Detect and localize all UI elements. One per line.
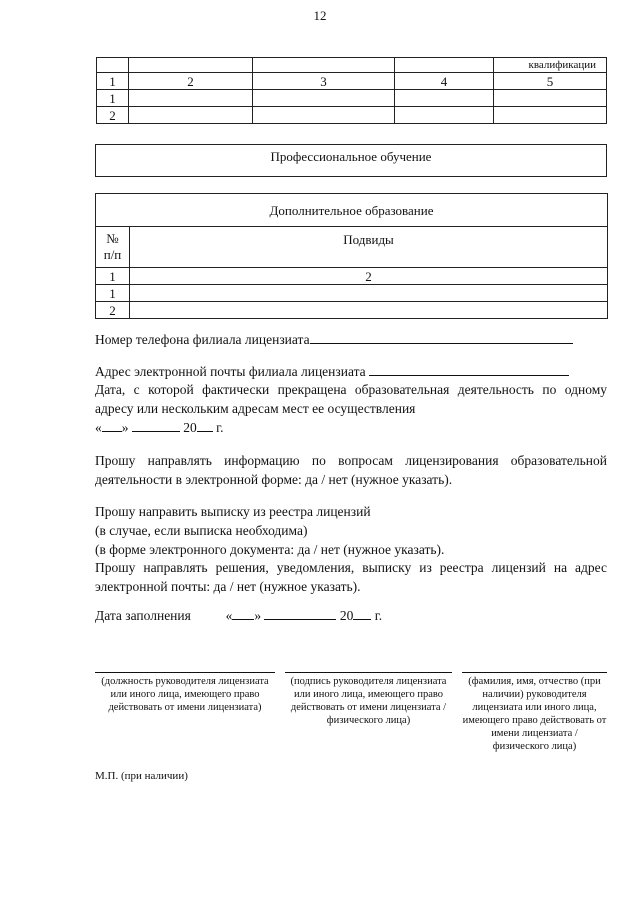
email-input-line[interactable] [369,363,569,376]
date-stopped-fields: « » 20 г. [95,420,224,435]
day-input-line[interactable] [102,419,122,432]
column-index-row [96,268,608,285]
request-extract-line3: (в форме электронного документа: да / нет (нужное указать). [95,542,445,557]
month-input-line[interactable] [132,419,180,432]
professional-training-box [95,144,607,177]
phone-input-line[interactable] [310,331,573,344]
qualification-table [96,57,607,124]
row-number: 2 [96,302,130,319]
additional-education-table [95,193,608,319]
col-index: 1 [96,268,130,285]
email-label: Адрес электронной почты филиала лицензиата [95,364,366,379]
col-index: 4 [395,73,494,90]
table-header-row [96,227,608,268]
fill-day-input-line[interactable] [232,607,254,620]
col-index: 5 [494,73,607,90]
email-field-row [95,362,607,381]
phone-field-row [95,330,607,349]
date-stopped-text: Дата, с которой фактически прекращена образовательная деятельность по одному адресу или нескольким адресам мест ее осуществления [95,382,607,416]
signature-position-caption: (должность руководителя лицензиата или иного лица, имеющего право действовать от имени лицензиата) [95,672,275,714]
row-number: 1 [97,90,129,107]
fill-year-input-line[interactable] [353,607,371,620]
table-row [97,90,607,107]
signature-name-caption: (фамилия, имя, отчество (при наличии) руководителя лицензиата или иного лица, имеющего право действовать от имени лицензиата / физического лица) [462,672,607,753]
table-title-row [96,194,608,227]
row-number: 2 [97,107,129,124]
table-row [97,107,607,124]
request-decisions-text: Прошу направлять решения, уведомления, выписку из реестра лицензий на адрес электронной почты: да / нет (нужное указать). [95,560,607,594]
signature-sign-caption: (подпись руководителя лицензиата или иного лица, имеющего право действовать от имени лицензиата / физического лица) [285,672,452,727]
col-header-subtypes: Подвиды [130,227,608,268]
professional-training-title: Профессиональное обучение [270,149,432,164]
col-index: 2 [130,268,608,285]
table-row [96,302,608,319]
fill-month-input-line[interactable] [264,607,336,620]
col-index: 3 [253,73,395,90]
row-number: 1 [96,285,130,302]
phone-label: Номер телефона филиала лицензиата [95,332,310,347]
year-input-line[interactable] [197,419,213,432]
page-number: 12 [313,8,327,23]
fill-date-row: Дата заполнения « » 20 г. [95,608,383,623]
column-index-row [97,73,607,90]
stamp-note: М.П. (при наличии) [95,770,188,782]
col-index: 2 [129,73,253,90]
request-electronic-text: Прошу направлять информацию по вопросам лицензирования образовательной деятельности в электронной форме: да / нет (нужное указать). [95,453,607,487]
request-extract-line1: Прошу направить выписку из реестра лицензий [95,504,371,519]
table-row [96,285,608,302]
additional-education-title: Дополнительное образование [96,194,608,227]
col-header-number: № п/п [96,227,130,268]
col-index: 1 [97,73,129,90]
request-extract-line2: (в случае, если выписка необходима) [95,523,308,538]
table-header-row [97,58,607,73]
header-qualification: квалификации [494,58,607,73]
fill-date-label: Дата заполнения [95,608,191,623]
